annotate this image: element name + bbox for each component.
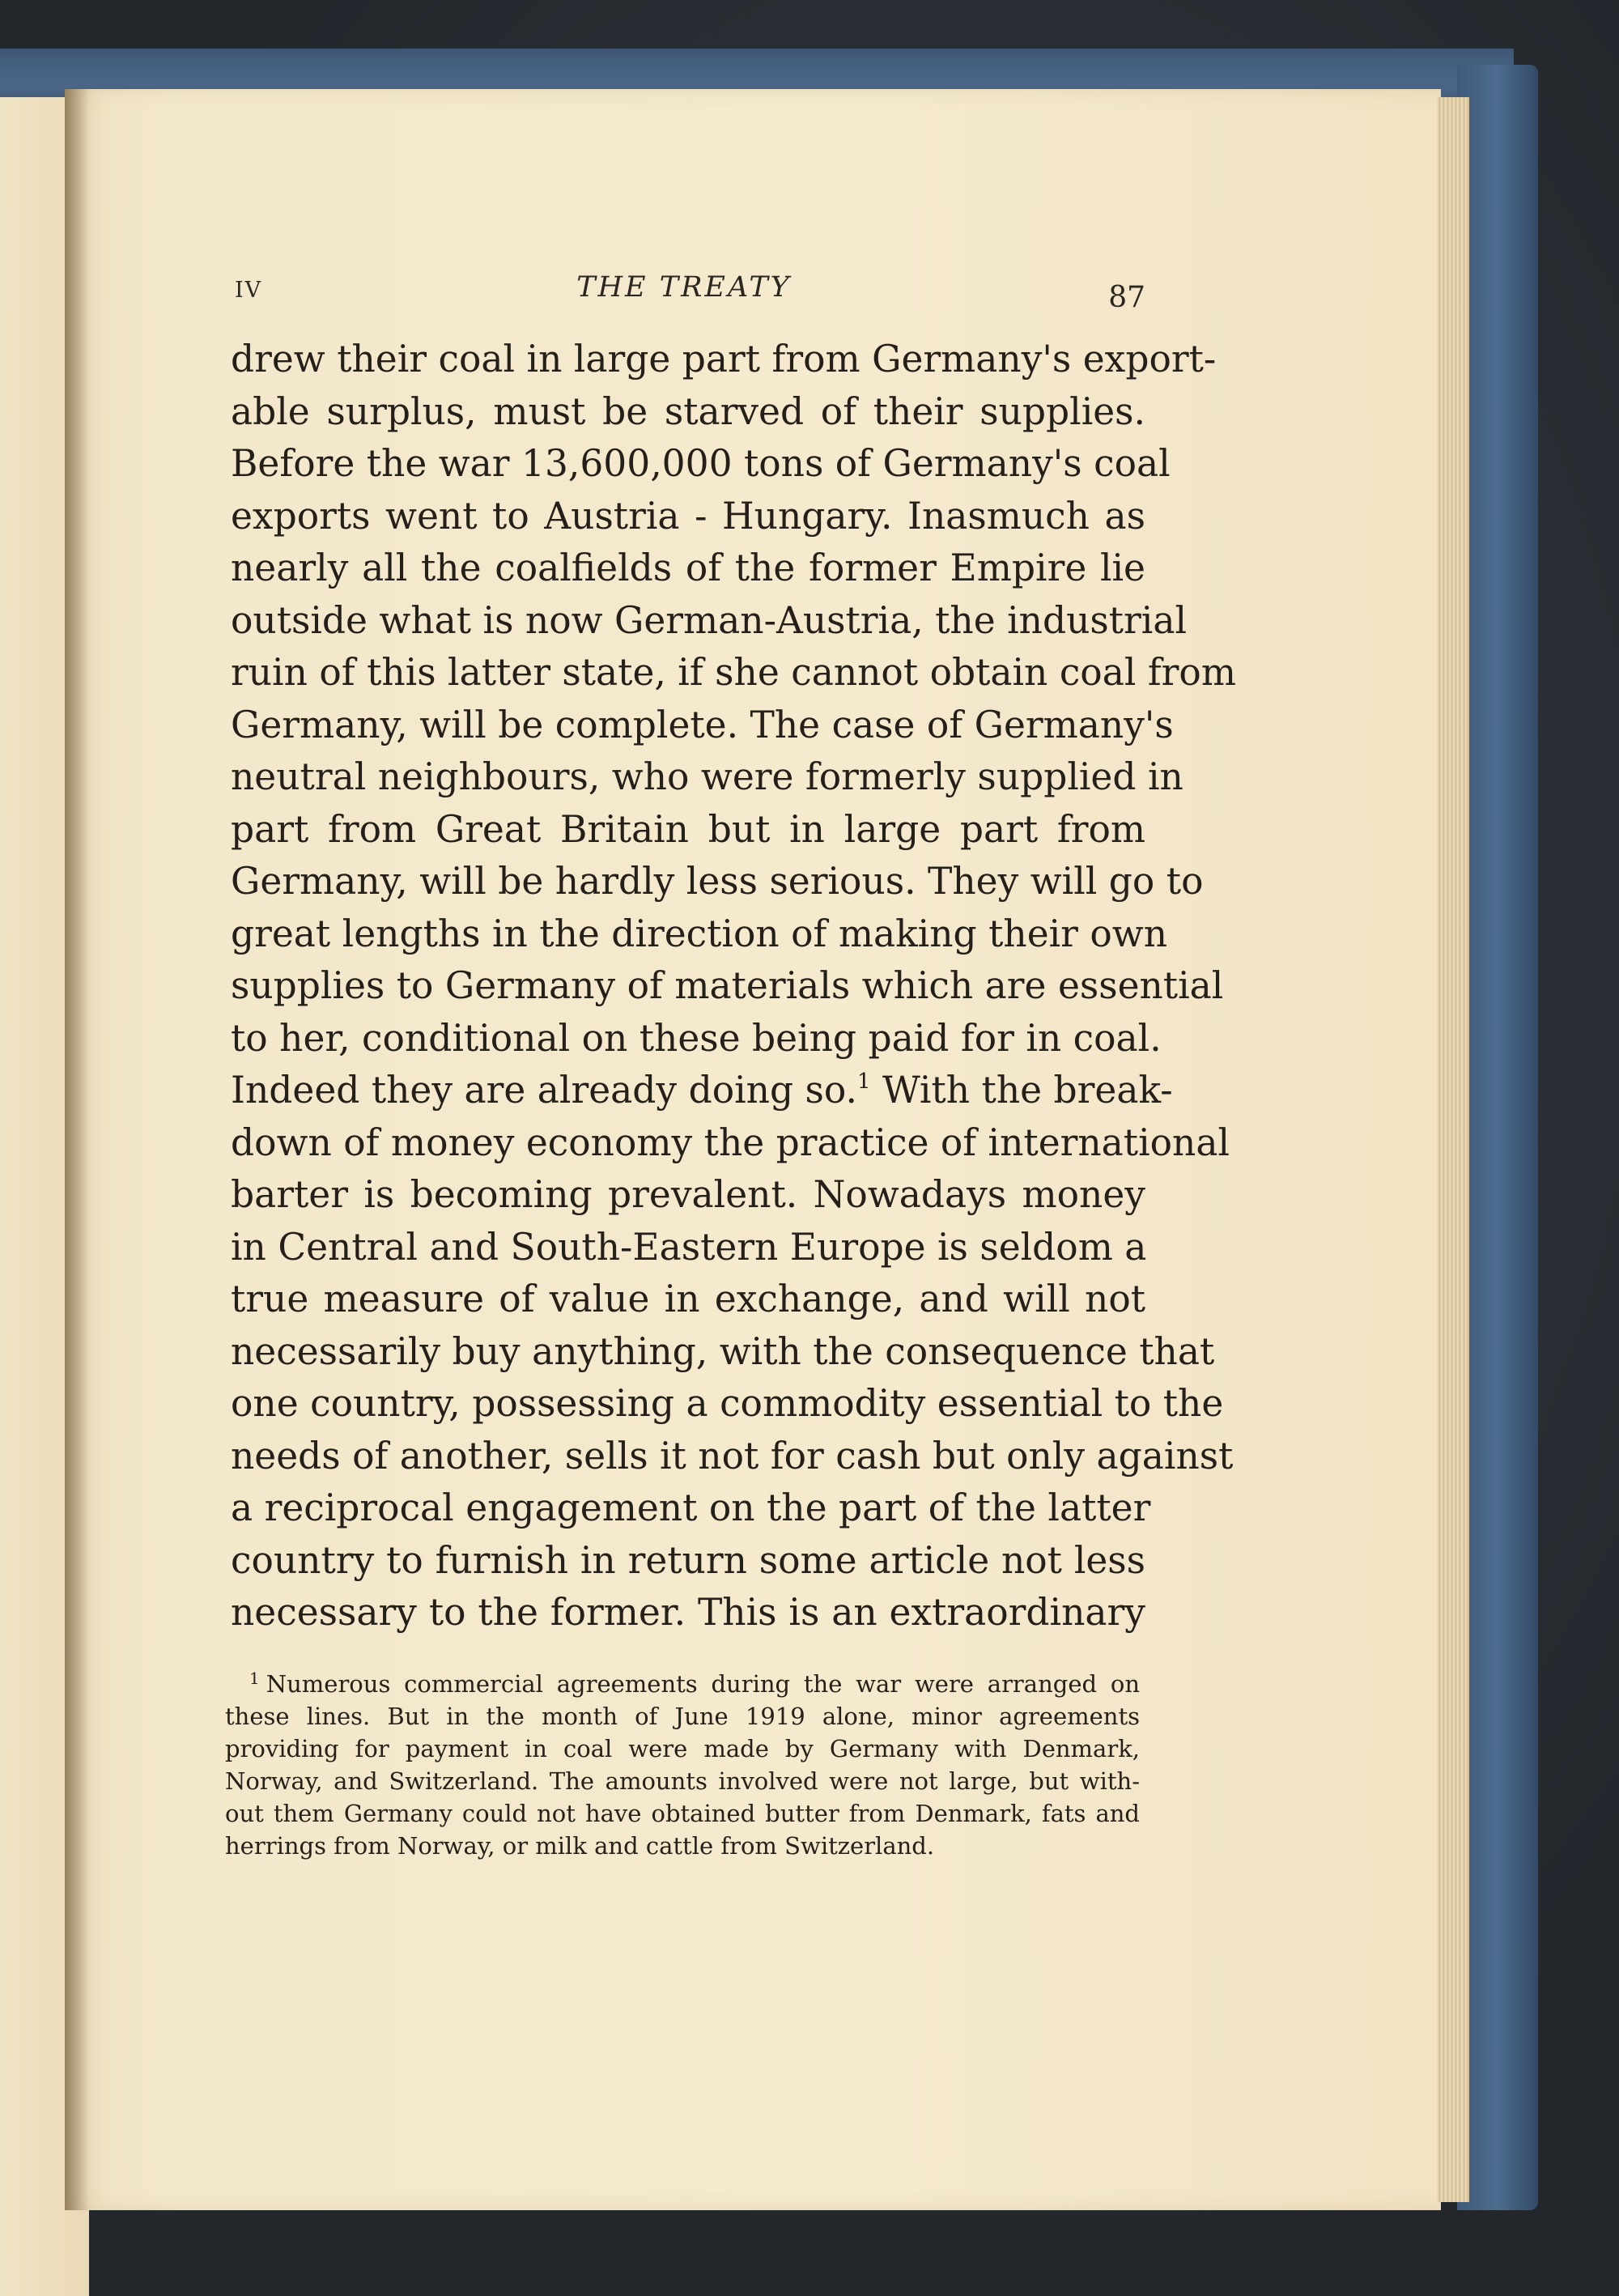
text-line: exports went to Austria - Hungary. Inasmuch as [231, 494, 1145, 538]
book-binding-right [1457, 65, 1538, 2210]
footnote-text: Numerous commercial agreements during the war were arranged on [266, 1670, 1140, 1698]
text-line: Germany, will be hardly less serious. They will go to [231, 860, 1204, 903]
text-line: ruin of this latter state, if she cannot obtain coal from [231, 651, 1236, 694]
footnote-reference[interactable]: 1 [856, 1069, 871, 1094]
text-line: Before the war 13,600,000 tons of Germany's coal [231, 442, 1171, 485]
footnote-line: Norway, and Switzerland. The amounts involved were not large, but with- [225, 1767, 1140, 1795]
text-line: country to furnish in return some article not less [231, 1538, 1145, 1582]
main-text [231, 334, 1236, 1639]
text-line: neutral neighbours, who were formerly supplied in [231, 755, 1183, 798]
text-line: necessarily buy anything, with the consequence that [231, 1329, 1215, 1373]
text-line: in Central and South-Eastern Europe is seldom a [231, 1225, 1147, 1269]
text-segment: Indeed they are already doing so. [231, 1069, 857, 1112]
text-line: nearly all the coalfields of the former Empire lie [231, 546, 1145, 589]
footnote-line [225, 1668, 1140, 1700]
text-line: one country, possessing a commodity essential to the [231, 1382, 1224, 1425]
footnote-line: herrings from Norway, or milk and cattle from Switzerland. [225, 1832, 935, 1860]
text-line: necessary to the former. This is an extraordinary [231, 1591, 1145, 1634]
text-segment: With the break- [882, 1069, 1173, 1112]
text-line: part from Great Britain but in large part from [231, 807, 1145, 851]
footnote-line: providing for payment in coal were made by Germany with Denmark, [225, 1735, 1140, 1762]
text-line: true measure of value in exchange, and will not [231, 1278, 1145, 1320]
page-gutter-shadow [65, 89, 89, 2210]
text-line: down of money economy the practice of international [231, 1120, 1230, 1164]
text-line: outside what is now German-Austria, the industrial [231, 598, 1188, 642]
text-line: a reciprocal engagement on the part of the latter [231, 1486, 1151, 1529]
running-header [235, 271, 1145, 320]
running-title: THE TREATY [576, 271, 792, 304]
text-line: great lengths in the direction of making their own [231, 912, 1168, 955]
text-line: to her, conditional on these being paid for in coal. [231, 1016, 1162, 1060]
page-number: 87 [1108, 281, 1145, 314]
page-edges [1437, 97, 1469, 2202]
footnote-marker: 1 [249, 1669, 260, 1688]
footnote-line: these lines. But in the month of June 1919 alone, minor agreements [225, 1703, 1140, 1730]
footnote [225, 1668, 1140, 1862]
footnote-line: out them Germany could not have obtained butter from Denmark, fats and [225, 1800, 1140, 1827]
text-line: supplies to Germany of materials which are essential [231, 964, 1224, 1007]
text-line: Germany, will be complete. The case of Germany's [231, 703, 1174, 746]
text-line: able surplus, must be starved of their supplies. [231, 389, 1145, 433]
text-line: barter is becoming prevalent. Nowadays money [231, 1173, 1145, 1216]
text-line: needs of another, sells it not for cash but only against [231, 1434, 1234, 1478]
text-line: drew their coal in large part from Germany's export- [231, 338, 1217, 381]
text-line-with-footnote-ref [231, 1065, 1173, 1117]
chapter-numeral: IV [235, 278, 263, 303]
